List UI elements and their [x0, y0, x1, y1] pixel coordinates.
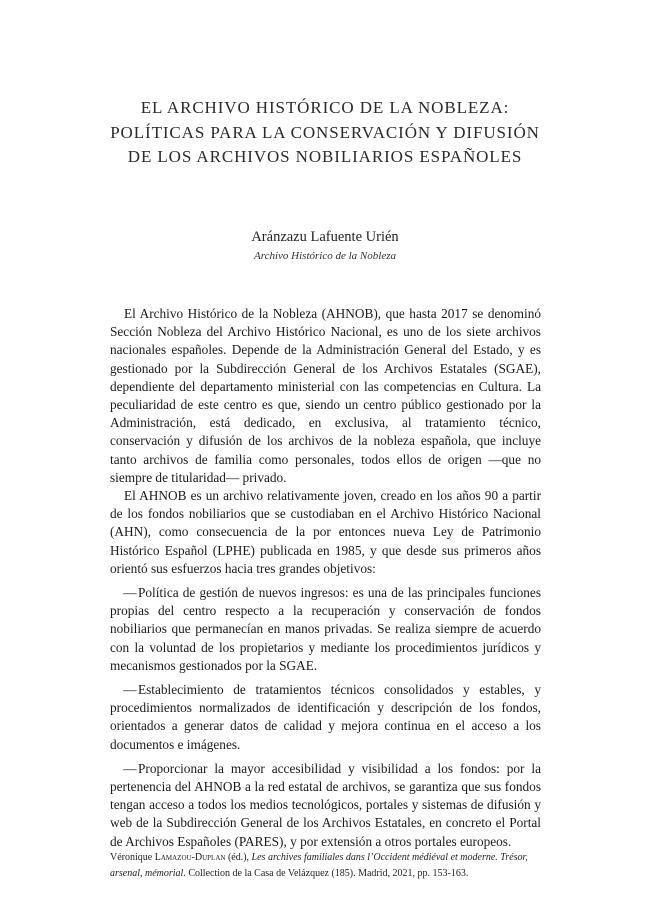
author-name: Aránzazu Lafuente Urién	[251, 229, 399, 245]
citation-footer	[110, 850, 541, 881]
dash-marker: —	[123, 585, 137, 601]
objective-item-2	[110, 681, 541, 754]
objective-item-1	[110, 584, 541, 675]
paragraph-history: El AHNOB es un archivo relativamente joven, creado en los años 90 a partir de los fondos nobiliarios que se custodiaban en el Archivo Histórico Nacional (AHN), como consecuencia de la por entonces nueva Ley de Patrimonio Histórico Español (LPHE) publicada en 1985, y que desde sus primeros años orientó sus esfuerzos hacia tres grandes objetivos:	[110, 488, 541, 576]
author-affiliation: Archivo Histórico de la Nobleza	[254, 250, 396, 262]
objective-text-3: Proporcionar la mayor accesibilidad y visibilidad a los fondos: por la pertenencia del AHNOB a la red estatal de archivos, se garantiza que sus fondos tengan acceso a todos los medios tecnológicos, portales y sistemas de difusión y web de la Subdirección General de los Archivos Estatales, en concreto el Portal de Archivos Españoles (PARES), y por extensión a otros portales europeos.	[110, 760, 541, 849]
objective-item-3	[110, 760, 541, 851]
footer-editor-role: (éd.),	[227, 852, 250, 863]
footer-book-title: Les archives familiales dans l’Occident médiéval et moderne. Trésor, arsenal, mémorial.	[110, 852, 528, 879]
objective-text-1: Política de gestión de nuevos ingresos: es una de las principales funciones propias del centro respecto a la recuperación y conservación de fondos nobiliarios que permanecían en manos privadas. Se realiza siempre de acuerdo con la voluntad de los propietarios y mediante los procedimientos jurídicos y mecanismos gestionados por la SGAE.	[110, 585, 541, 673]
footer-editor-last: Lamazou-Duplan	[154, 852, 226, 863]
title-line-2: POLÍTICAS PARA LA CONSERVACIÓN Y DIFUSIÓN	[110, 122, 540, 142]
dash-marker: —	[123, 682, 137, 698]
paragraph-intro: El Archivo Histórico de la Nobleza (AHNOB), que hasta 2017 se denominó Sección Nobleza del Archivo Histórico Nacional, es uno de los siete archivos nacionales españoles. Depende de la Administración General del Estado, y es gestionado por la Subdirección General de los Archivos Estatales (SGAE), dependiente del departamento ministerial con las competencias en Cultura. La peculiaridad de este centro es que, siendo un centro público gestionado por la Administración, está dedicado, en exclusiva, al tratamiento técnico, conservación y difusión de los archivos de la nobleza española, que incluye tanto archivos de familia como personales, todos ellos de origen —que no siempre de titularidad— privado.	[110, 306, 541, 485]
title-line-1: EL ARCHIVO HISTÓRICO DE LA NOBLEZA:	[140, 98, 510, 117]
dash-marker: —	[123, 760, 137, 776]
objective-text-2: Establecimiento de tratamientos técnicos consolidados y estables, y procedimientos normalizados de identificación y descripción de los fondos, orientados a generar datos de calidad y mejora continua en el acceso a los documentos e imágenes.	[110, 682, 541, 752]
article-body	[110, 305, 541, 851]
footer-publication: Collection de la Casa de Velázquez (185). Madrid, 2021, pp. 153-163.	[188, 867, 469, 879]
title-line-3: DE LOS ARCHIVOS NOBILIARIOS ESPAÑOLES	[127, 147, 523, 166]
article-title	[40, 96, 610, 170]
footer-editor-first: Véronique	[110, 852, 153, 863]
